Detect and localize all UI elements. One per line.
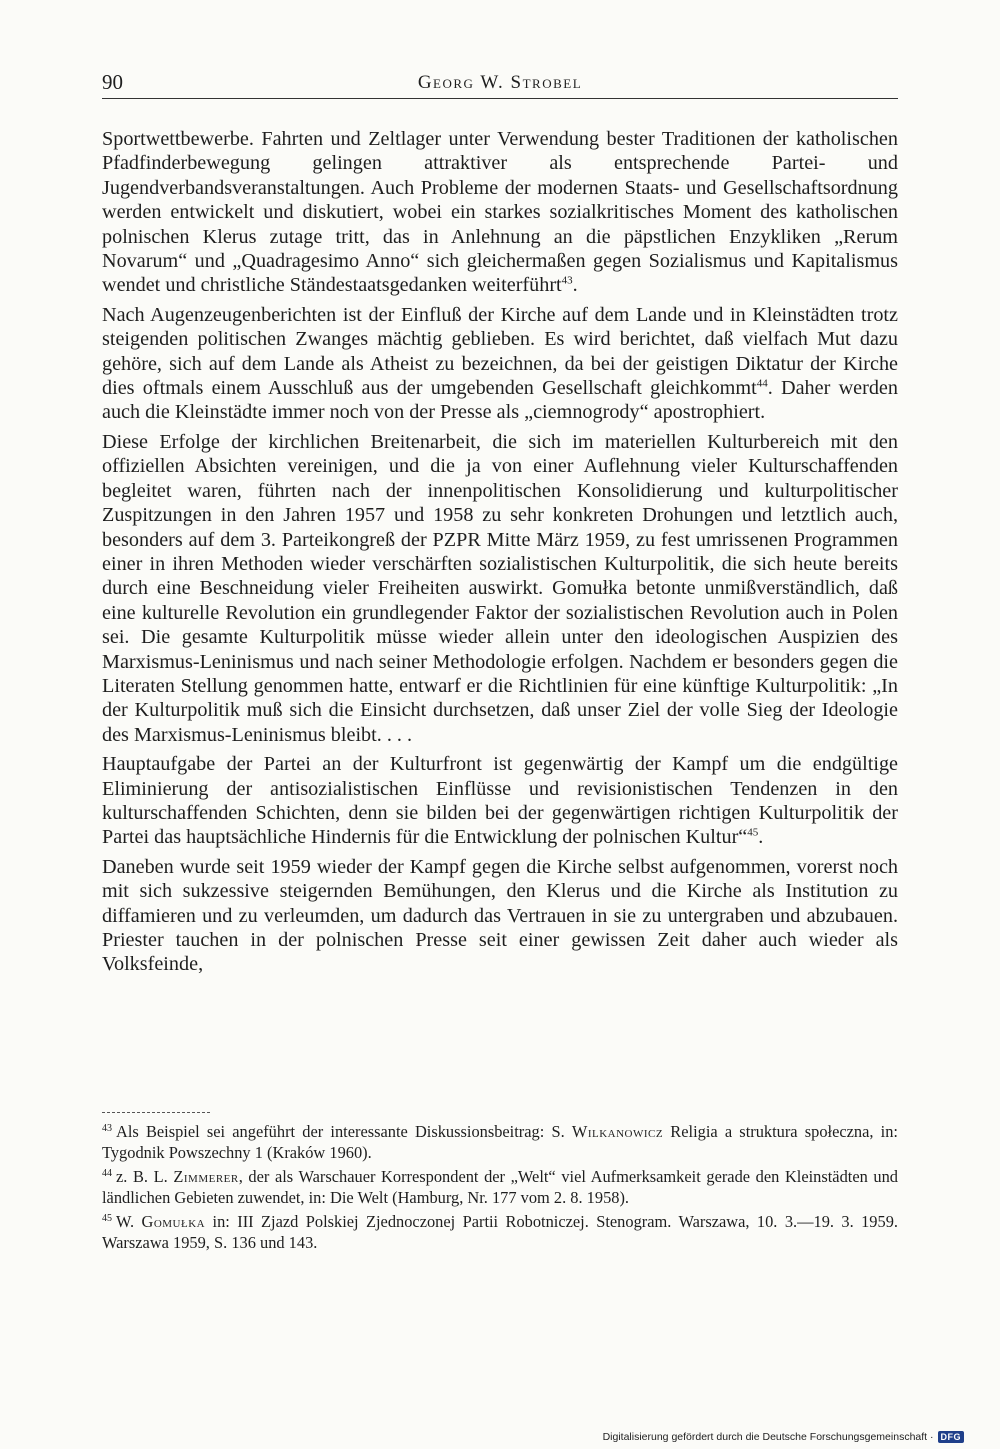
footnote-ref-45[interactable]: 45 <box>747 826 759 839</box>
paragraph-2: Nach Augenzeugenberichten ist der Einfluß der Kirche auf dem Lande und in Kleinstädten trotz steigenden politischen Zwanges mächtig geblieben. Es wird berichtet, daß vielfach Mut dazu gehöre, sich auf dem Lande als Atheist zu bezeichnen, da bei der geistigen Diktatur der Kirche dies oftmals einem Ausschluß aus der umgebenden Gesellschaft gleichkommt$^{44}$. Daher werden auch die Kleinstädte immer noch von der Presse als „ciemnogrody“ apostrophiert. <box>102 303 898 424</box>
paragraph-4: Hauptaufgabe der Partei an der Kulturfront ist gegenwärtig der Kampf um die endgültige Eliminierung der antisozialistischen Einflüsse und revisionistischen Tendenzen in den kulturschaffenden Schichten, denn sie bilden bei der gegenwärtigen richtigen Kulturpolitik der Partei das hauptsächliche Hindernis für die Entwicklung der polnischen Kultur“$^{45}$. <box>102 753 898 849</box>
footnote-mark: 43 <box>102 1122 112 1134</box>
running-head-author: Georg W. Strobel <box>417 72 583 93</box>
page-number: 90 <box>102 70 123 94</box>
footnotes <box>102 1122 898 1258</box>
running-header <box>102 70 898 99</box>
footnote-45: $^{45}$ W. Gomułka in: III Zjazd Polskiej Zjednoczonej Partii Robotniczej. Stenogram. Warszawa, 10. 3.—19. 3. 1959. Warszawa 1959, S. 136 und 143. <box>102 1212 898 1252</box>
footnote-author: Wilkanowicz <box>571 1122 664 1141</box>
footnote-ref-44[interactable]: 44 <box>756 377 768 390</box>
body-text <box>102 127 898 977</box>
footnote-mark: 44 <box>102 1167 112 1179</box>
footnote-ref-43[interactable]: 43 <box>561 274 573 287</box>
footnote-author: Gomułka <box>141 1212 206 1232</box>
paragraph-1: Sportwettbewerbe. Fahrten und Zeltlager unter Verwendung bester Traditionen der katholischen Pfadfinderbewegung gelingen attraktiver als entsprechende Partei- und Jugendverbandsveranstaltungen. Auch Probleme der modernen Staats- und Gesellschaftsordnung werden entwickelt und diskutiert, wobei ein starkes sozialkritisches Moment des katholischen polnischen Klerus zutage tritt, das in Anlehnung an die päpstlichen Enzykliken „Rerum Novarum“ und „Quadragesimo Anno“ sich gleichermaßen gegen Sozialismus und Kapitalismus wendet und christliche Ständestaatsgedanken weiterführt$^{43}$. <box>102 128 898 297</box>
dfg-logo: DFG <box>938 1431 965 1443</box>
paragraph-5: Daneben wurde seit 1959 wieder der Kampf gegen die Kirche selbst aufgenommen, vorerst noch mit sich sukzessive steigernden Bemühungen, den Klerus und die Kirche als Institution zu diffamieren und zu verleumden, um dadurch das Vertrauen in sie zu untergraben und abzubauen. Priester tauchen in der polnischen Presse seit einer gewissen Zeit daher auch wieder als Volksfeinde, <box>102 855 898 976</box>
footnote-mark: 45 <box>102 1212 112 1224</box>
digitization-credit <box>603 1431 964 1443</box>
credit-text: Digitalisierung gefördert durch die Deutsche Forschungsgemeinschaft · <box>602 1431 934 1443</box>
footnote-author: Zimmerer <box>173 1167 239 1187</box>
paragraph-3: Diese Erfolge der kirchlichen Breitenarbeit, die sich im materiellen Kulturbereich mit den offiziellen Absichten vereinigen, und die ja von einer Auflehnung vieler Kulturschaffenden begleitet waren, führten nach der innenpolitischen Konsolidierung und kulturpolitischer Zuspitzungen in den Jahren 1957 und 1958 zu sehr konkreten Drohungen und letztlich auch, besonders auf dem 3. Parteikongreß der PZPR Mitte März 1959, zu fest umrissenen Programmen einer in ihren Methoden wieder verschärften sozialistischen Kulturpolitik, die sich heute bereits durch eine Beschneidung vieler Freiheiten auswirkt. Gomułka betonte unmißverständlich, daß eine kulturelle Revolution ein grundlegender Faktor der sozialistischen Revolution auch in Polen sei. Die gesamte Kulturpolitik müsse wieder allein unter den ideologischen Auspizien des Marxismus-Leninismus und nach seiner Methodologie erfolgen. Nachdem er besonders gegen die Literaten Stellung genommen hatte, entwarf er die Richtlinien für eine künftige Kulturpolitik: „In der Kulturpolitik muß sich die Einsicht durchsetzen, daß unser Ziel der volle Sieg der Ideologie des Marxismus-Leninismus bleibt. . . . <box>102 430 898 746</box>
footnote-44: $^{44}$ z. B. L. Zimmerer, der als Warschauer Korrespondent der „Welt“ viel Aufmerksamkeit gerade den Kleinstädten und ländlichen Gebieten zuwendet, in: Die Welt (Hamburg, Nr. 177 vom 2. 8. 1958). <box>102 1167 898 1207</box>
footnote-43: $^{43}$ Als Beispiel sei angeführt der interessante Diskussionsbeitrag: S. Wilkanowicz Religia a struktura społeczna, in: Tygodnik Powszechny 1 (Kraków 1960). <box>102 1122 898 1162</box>
footnote-divider <box>102 1112 210 1113</box>
